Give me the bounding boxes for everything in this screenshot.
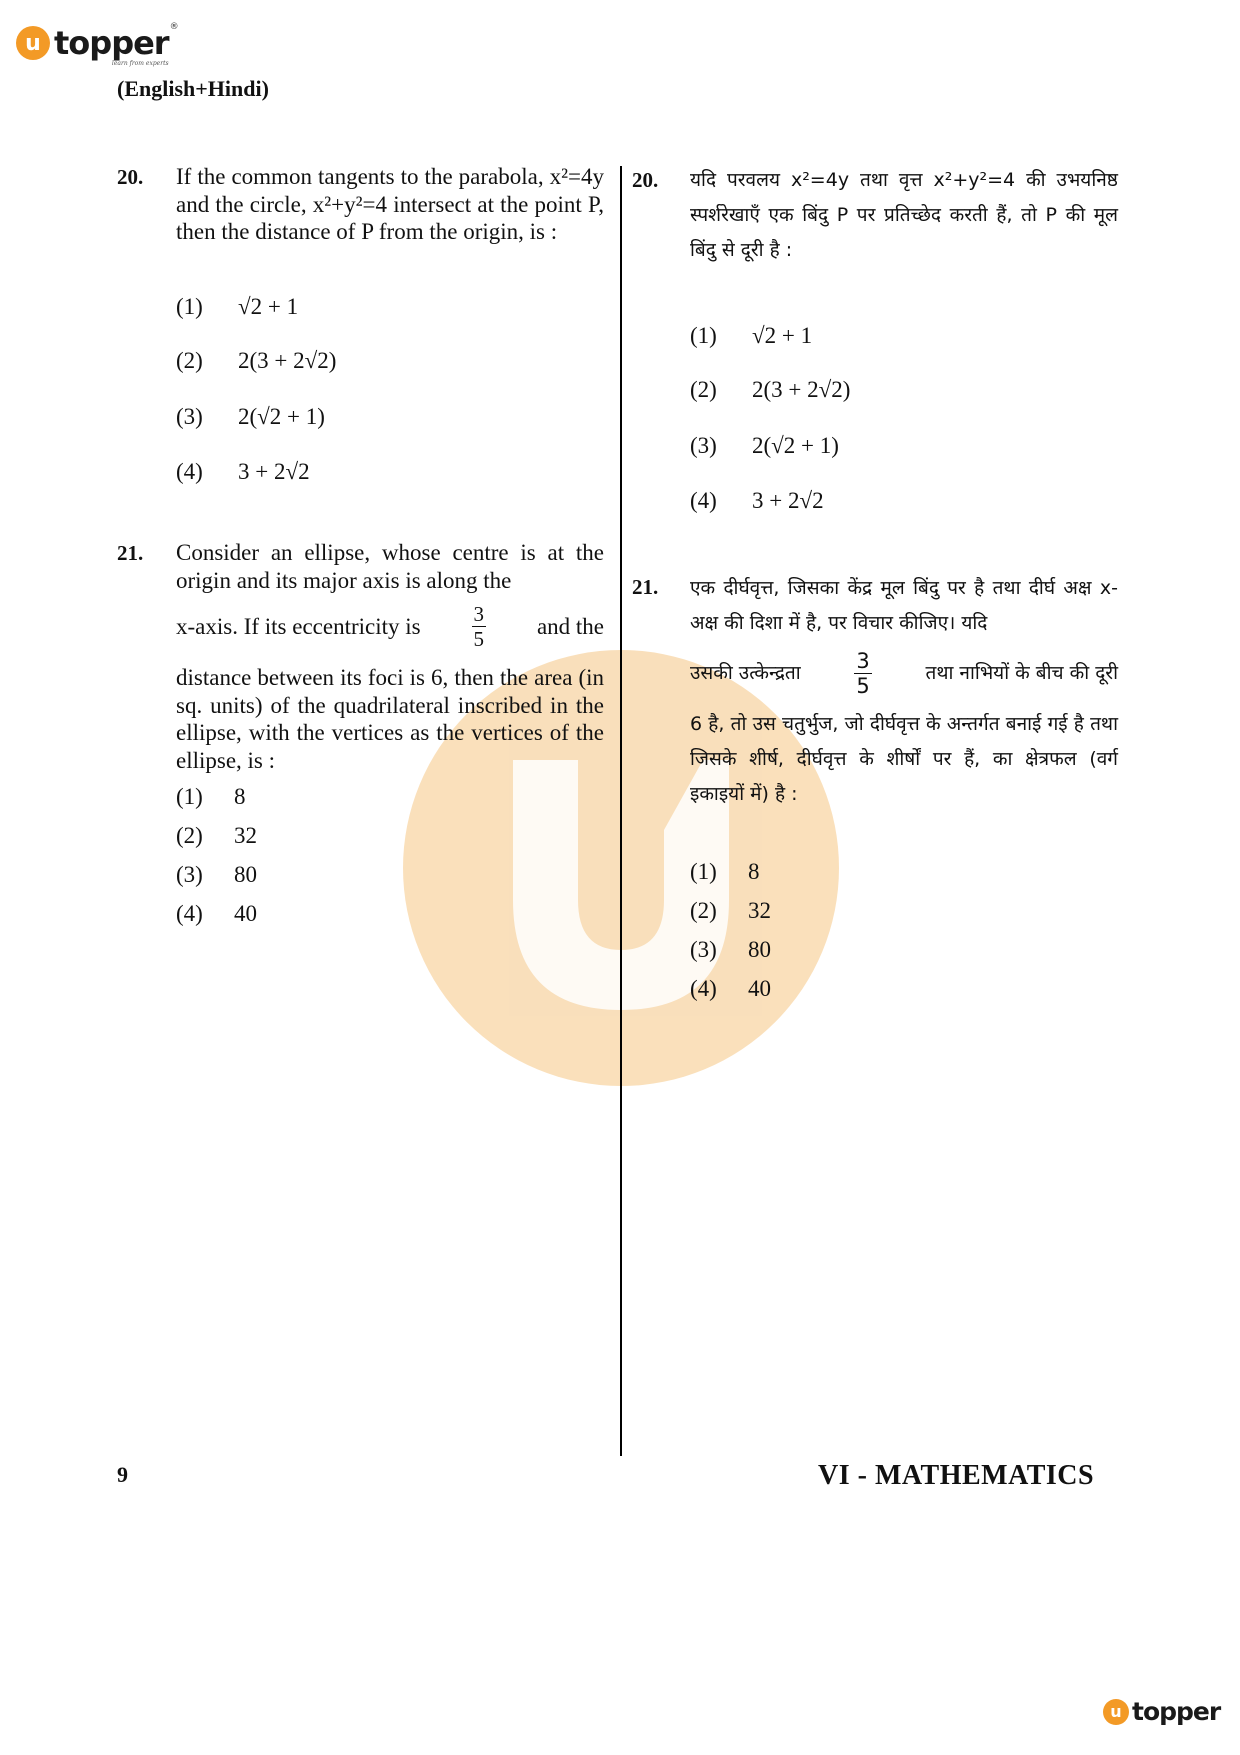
hi-q21-line2-post: तथा नाभियों के बीच की दूरी (925, 662, 1118, 684)
en-q20-option-2[interactable] (176, 348, 336, 374)
fraction-numerator: 3 (473, 602, 485, 626)
option-value: 40 (748, 976, 771, 1001)
logo-tagline: learn from experts (111, 60, 169, 67)
option-number: (4) (176, 901, 203, 926)
option-number: (1) (690, 323, 717, 348)
en-q20-option-1[interactable] (176, 294, 298, 320)
option-number: (1) (176, 294, 203, 319)
en-q21-option-3[interactable] (176, 862, 257, 888)
hi-q21-option-4[interactable] (690, 976, 771, 1002)
hi-q21-option-3[interactable] (690, 937, 771, 963)
hi-q21-line2-pre: उसकी उत्केन्द्रता (690, 662, 801, 684)
registered-icon: ® (169, 22, 179, 32)
option-number: (2) (690, 377, 717, 402)
page-number: 9 (117, 1462, 128, 1487)
column-divider (620, 166, 622, 1456)
option-number: (3) (690, 433, 717, 458)
fraction-denominator: 5 (856, 674, 870, 698)
hi-q20-option-4[interactable] (690, 488, 824, 514)
option-value: 8 (234, 784, 246, 809)
en-q21-number: 21. (117, 541, 144, 565)
option-value: 2(3 + 2√2) (238, 348, 337, 373)
logo-mark-icon: u (1103, 1699, 1129, 1725)
option-value: 2(3 + 2√2) (752, 377, 851, 402)
option-value: 32 (234, 823, 257, 848)
option-value: 40 (234, 901, 257, 926)
fraction-denominator: 5 (473, 627, 485, 651)
option-number: (3) (690, 937, 717, 962)
en-q20-option-3[interactable] (176, 404, 325, 430)
option-value: 8 (748, 859, 760, 884)
hi-q20-number: 20. (632, 168, 659, 192)
logo-mark-icon: u (16, 26, 50, 60)
option-number: (3) (176, 404, 203, 429)
option-number: (3) (176, 862, 203, 887)
logo-wordmark: topper (1132, 1697, 1221, 1726)
hi-q21-option-1[interactable] (690, 859, 760, 885)
option-value: 32 (748, 898, 771, 923)
logo-wordmark: topper (54, 24, 169, 62)
eccentricity-fraction (472, 604, 487, 649)
en-q21-line2 (176, 604, 604, 649)
hi-q21-line3: 6 है, तो उस चतुर्भुज, जो दीर्घवृत्त के अन्तर्गत बनाई गई है तथा जिसके शीर्ष, दीर्घवृत्त के शीर्षों पर हैं, का क्षेत्रफल (वर्ग इकाइयों में) है : (690, 713, 1118, 805)
option-number: (1) (176, 784, 203, 809)
option-value: 3 + 2√2 (238, 459, 310, 484)
en-q21-line2-pre: x-axis. If its eccentricity is (176, 613, 421, 639)
option-number: (4) (690, 976, 717, 1001)
option-value: 80 (748, 937, 771, 962)
option-value: 2(√2 + 1) (752, 433, 839, 458)
option-number: (2) (690, 898, 717, 923)
option-number: (4) (176, 459, 203, 484)
eccentricity-fraction (854, 651, 871, 696)
option-number: (2) (176, 348, 203, 373)
option-number: (1) (690, 859, 717, 884)
hi-q21-line1: एक दीर्घवृत्त, जिसका केंद्र मूल बिंदु पर है तथा दीर्घ अक्ष x-अक्ष की दिशा में है, पर विचार कीजिए। यदि (690, 577, 1118, 634)
header-logo (16, 22, 179, 67)
language-label: (English+Hindi) (117, 76, 269, 101)
option-number: (2) (176, 823, 203, 848)
en-q21-line3: distance between its foci is 6, then the area (in sq. units) of the quadrilateral inscribed in the ellipse, with the vertices as the vertices of the ellipse, is : (176, 665, 604, 773)
en-q21-option-4[interactable] (176, 901, 257, 927)
hi-q21-option-2[interactable] (690, 898, 771, 924)
option-value: 2(√2 + 1) (238, 404, 325, 429)
en-q21-line2-post: and the (536, 613, 604, 639)
option-value: 80 (234, 862, 257, 887)
option-value: 3 + 2√2 (752, 488, 824, 513)
subject-label: VI - MATHEMATICS (818, 1460, 1095, 1491)
hi-q20-option-3[interactable] (690, 433, 839, 459)
option-number: (4) (690, 488, 717, 513)
hi-q20-option-1[interactable] (690, 323, 812, 349)
footer-logo (1103, 1697, 1220, 1726)
option-value: √2 + 1 (238, 294, 299, 319)
en-q20-number: 20. (117, 165, 144, 189)
en-q21-option-2[interactable] (176, 823, 257, 849)
hi-q20-text: यदि परवलय x²=4y तथा वृत्त x²+y²=4 की उभयनिष्ठ स्पर्शरेखाएँ एक बिंदु P पर प्रतिच्छेद करती हैं, तो P की मूल बिंदु से दूरी है : (690, 169, 1118, 261)
option-value: √2 + 1 (752, 323, 813, 348)
fraction-numerator: 3 (856, 649, 870, 673)
en-q21-option-1[interactable] (176, 784, 246, 810)
en-q21-line1: Consider an ellipse, whose centre is at the origin and its major axis is along the (176, 540, 604, 593)
en-q20-text: If the common tangents to the parabola, x²=4y and the circle, x²+y²=4 intersect at the point P, then the distance of P from the origin, is : (176, 164, 604, 244)
en-q20-option-4[interactable] (176, 459, 310, 485)
hi-q21-line2 (690, 651, 1118, 696)
hi-q20-option-2[interactable] (690, 377, 850, 403)
hi-q21-number: 21. (632, 575, 659, 599)
